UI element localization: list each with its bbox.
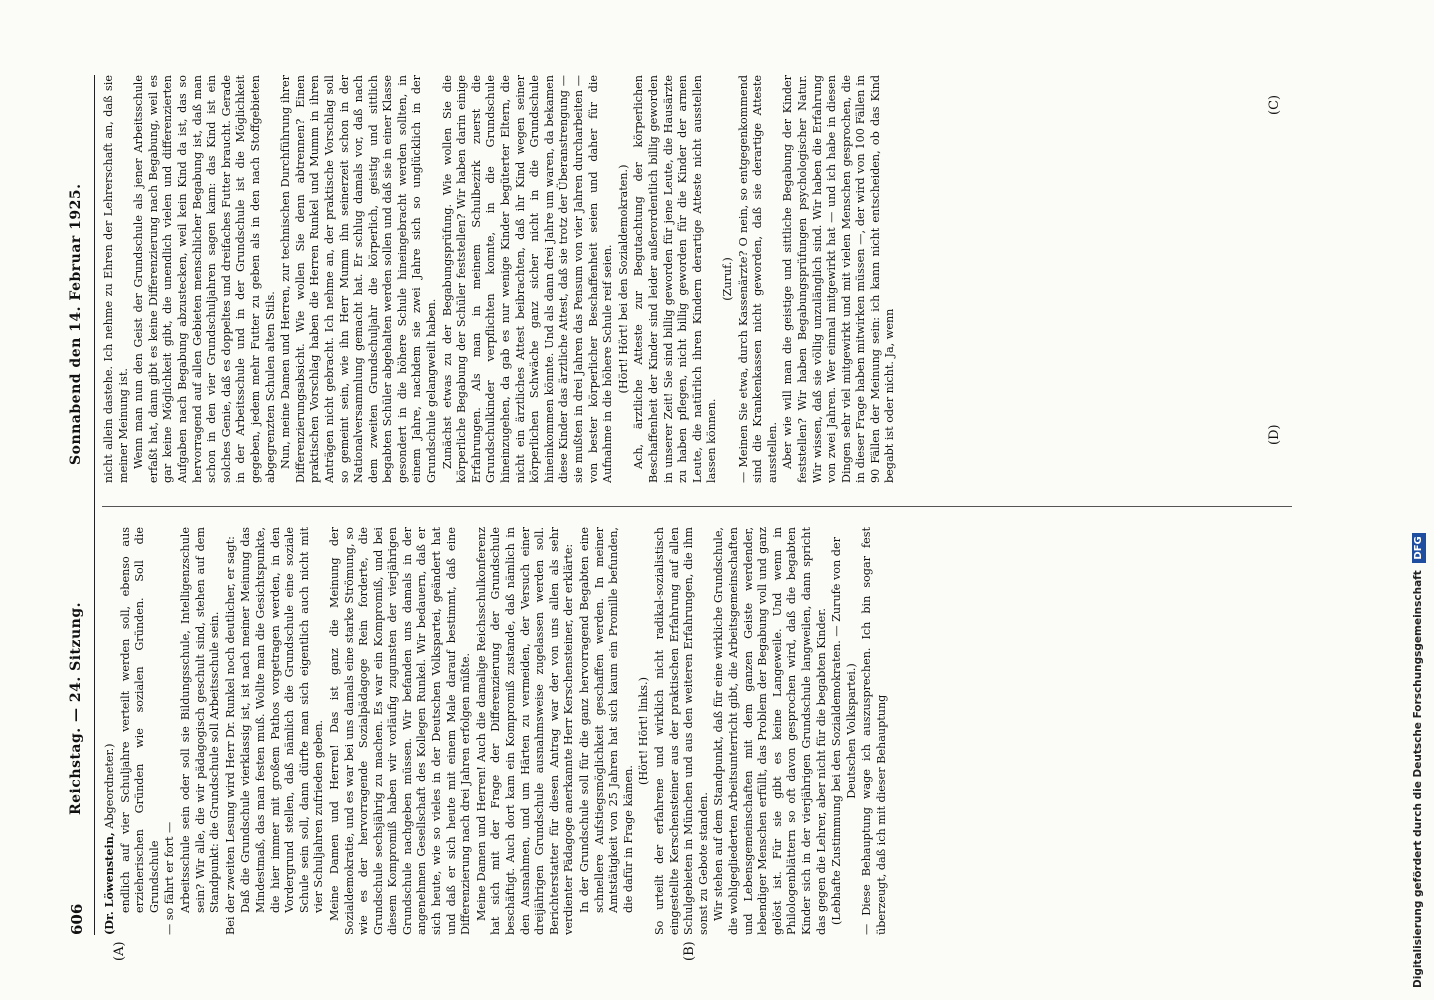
paragraph [102, 75, 131, 483]
paragraph [328, 527, 474, 935]
paragraph-text: Daß die Grundschule vierklassig ist, ist nach meiner Meinung das Mindestmaß, das man festen muß. Wollte man die Gesichtspunkte, die hier immer mit großem Pathos vorgetragen werden, in den Vordergrund stellen, daß nämlich die Grundschule eine soziale Schule sein soll, dann dürfte man sich eigentlich auch nicht mit vier Schuljahren zufrieden geben. [239, 527, 326, 913]
paragraph [179, 527, 223, 935]
paragraph [781, 75, 898, 483]
paragraph-text: Meine Damen und Herren! Das ist ganz die Meinung der Sozialdemokratie, und es war bei uns damals eine starke Strömung, so wie es der hervorragende Sozialpädagoge Rein forderte, die Grundschule sechsjährig zu machen. Es war ein Kompromiß, und bei diesem Kompromiß haben wir vorläufig zugunsten der vierjährigen Grundschule nachgeben müssen. Wir befanden uns damals in der angenehmen Gesellschaft des Kollegen Runkel. Wir bedauern, daß er sich heute, wie so vieles in der Deutschen Volkspartei, geändert hat und daß er sich heute mit einem Male darauf bestimmt, daß eine Differenzierung nach drei Jahren erfolgen müßte. [327, 527, 473, 935]
paragraph [653, 527, 711, 935]
paragraph-text: Wir stehen auf dem Standpunkt, daß für eine wirkliche Grundschule, die wohlgegliederten Arbeitsunterricht gibt, die Arbeitsgemeinschaften und Lebensgemeinschaften mit dem ganzen Geiste werdender, lebendiger Menschen erfüllt, das Problem der Begabung voll und ganz gelöst ist. Für sie gibt es keine Langeweile. Und wenn in Philologenblättern so oft davon gesprochen wird, daß die begabten Kinder sich in der vierjährigen Grundschule langweilen, dann spricht das gegen die Lehrer, aber nicht für die begabten Kinder. [712, 527, 828, 935]
paragraph-text: Abgeordneter.) [103, 743, 116, 833]
paragraph-text: Aber wie will man die geistige und sittliche Begabung der Kinder feststellen? Wir haben Begabungsprüfungen psychologischer Natur. Wir wissen, daß sie völlig unzulänglich sind. Wir haben die Erfahrung von zwei Jahren. Wer einmal mitgewirkt hat — und ich habe in diesen Dingen sehr viel mitgewirkt und mit vielen Menschen gesprochen, die in dieser Frage haben mitwirken müssen —, der wird von 100 Fällen in 90 Fällen der Meinung sein: ich kann nicht entscheiden, ob das Kind begabt ist oder nicht. Ja, wenn [781, 75, 897, 483]
paragraph-text: Arbeitsschule sein oder soll sie Bildungsschule, Intelligenzschule sein? Wir alle, die wir pädagogisch geschult sind, stehen auf dem Standpunkt: die Grundschule soll Arbeitsschule sein. [178, 527, 222, 913]
running-head [62, 75, 96, 935]
paragraph [712, 527, 829, 935]
paragraph-text: — Diese Behauptung wage ich auszusprechen. Ich bin sogar fest überzeugt, daß ich mit dieser Behauptung [860, 527, 888, 935]
paragraph-text: Nun, meine Damen und Herren, zur technischen Durchführung ihrer Differenzierungsabsicht. Wie wollen Sie denn abtrennen? Einen praktischen Vorschlag haben die Herren Runkel und Mumm in ihren Anträgen nicht gebracht. Ich nehme an, der praktische Vorschlag soll so gemeint sein, wie ihn Herr Mumm ihn seinerzeit schon in der Nationalversammlung gemacht hat. Er schlug damals vor, daß nach dem zweiten Grundschuljahr die körperlich, geistig und sittlich begabten Schüler abgehalten werden sollen und daß sie in einer Klasse gesondert in die höhere Schule hineingebracht werden sollten, in einem Jahre, nachdem sie zwei Jahre sich so unglücklich in der Grundschule gelangweilt haben. [279, 75, 439, 483]
paragraph-text: — Meinen Sie etwa, durch Kassenärzte? O nein, so entgegenkommend sind die Krankenkassen nicht geworden, daß sie derartige Atteste ausstellen. [736, 75, 779, 483]
paragraph [721, 75, 736, 483]
margin-letter-c: (C) [1267, 94, 1282, 115]
digitization-credit [1406, 0, 1430, 1000]
paragraph-text: (Hört! Hört! bei den Sozialdemokraten.) [616, 164, 630, 394]
rotated-page-content [62, 75, 1302, 961]
page-number: 606 [68, 903, 86, 935]
margin-letter-a: (A) [112, 941, 127, 961]
paragraph-text: nicht allein dastehe. Ich nehme zu Ehren der Lehrerschaft an, daß sie meiner Meinung ist. [102, 75, 130, 483]
paragraph [637, 527, 652, 935]
credit-text: Digitalisierung gefördert durch die Deutsche Forschungsgemeinschaft [1412, 570, 1424, 988]
column-divider [102, 506, 1292, 507]
paragraph-text: (Lebhafte Zustimmung bei den Sozialdemokraten. — Zurufe von der Deutschen Volkspartei.) [830, 537, 858, 925]
paragraph-text: Zunächst etwas zu der Begabungsprüfung. Wie wollen Sie die körperliche Begabung der Schüler feststellen? Wir haben darin einige Erfahrungen. Als man in meinem Schulbezirk zuerst die Grundschulkinder verpflichten konnte, in die Grundschule hineinzugehen, da gab es nur wenige Kinder begüterter Eltern, die nicht ein ärztliches Attest beibrachten, daß ihr Kind wegen seiner körperlichen Schwäche ganz sicher nicht in die Grundschule hineinkommen könnte. Und als dann drei Jahre um waren, da bekamen diese Kinder das ärztliche Attest, daß sie trotz der Überanstrengung — sie mußten in drei Jahren das Pensum von vier Jahren durcharbeiten — von bester körperlicher Beschaffenheit seien und daher für die Aufnahme in die höhere Schule reif seien. [440, 75, 615, 483]
paragraph-text: — so fährt er fort — [163, 821, 177, 935]
text-column-right [102, 75, 1297, 483]
paragraph-text: So urteilt der erfahrene und wirklich nicht radikal-sozialistisch eingestellte Kerschensteiner aus der praktischen Erfahrung auf allen Schulgebieten in München und aus den weiteren Erfahrungen, die ihm sonst zu Gebote standen. [652, 527, 710, 935]
header-rule [94, 75, 95, 935]
paragraph [737, 75, 781, 483]
paragraph [132, 75, 278, 483]
paragraph-text: In der Grundschule soll für die ganz hervorragend Begabten eine schnellere Aufstiegsmöglichkeit geschaffen werden. In meiner Amtstätigkeit von 25 Jahren hat sich kaum ein Promille befunden, die dafür in Frage kämen. [578, 527, 635, 913]
paragraph [279, 75, 440, 483]
paragraph-text: Wenn man nun den Geist der Grundschule als jener Arbeitsschule erfaßt hat, dann gibt es keine Differenzierung nach Begabung, weil es gar keine Möglichkeit gibt, die unendlich vielen und differenzierten Aufgaben nach Begabung abzustecken, weil kein Kind da ist, das so hervorragend auf allen Gebieten menschlicher Begabung ist, daß man schon in den vier Grundschuljahren sagen kann: das Kind ist ein solches Genie, daß es doppeltes und dreifaches Futter braucht. Gerade in der Arbeitsschule und in der Grundschule ist die Möglichkeit gegeben, jedem mehr Futter zu geben als in den nach Stoffgebieten abgegrenzten Schulen alten Stils. [132, 75, 277, 483]
dfg-logo: DFG [1412, 533, 1426, 562]
running-head-right: Sonnabend den 14. Februar 1925. [68, 183, 84, 465]
paragraph [617, 75, 632, 483]
text-column-left [102, 527, 1297, 935]
paragraph [475, 527, 577, 935]
running-head-left: Reichstag. — 24. Sitzung. [68, 602, 84, 815]
paragraph [119, 527, 163, 935]
paragraph-text: Ach, ärztliche Atteste zur Begutachtung der körperlichen Beschaffenheit der Kinder sind leider außerordentlich billig geworden in unserer Zeit! Sie sind billig geworden für jene Leute, die Hausärzte zu haben pflegen, nicht billig geworden für die Kinder der armen Leute, die natürlich ihren Kindern derartige Atteste nicht ausstellen lassen können. [632, 75, 719, 483]
paragraph [102, 527, 118, 935]
speaker-name: (Dr. Löwenstein, [102, 832, 116, 935]
paragraph-text: endlich auf vier Schuljahre verteilt werden soll, ebenso aus erzieherischen Gründen wie sozialen Gründen. Soll die Grundschule [118, 527, 161, 913]
paragraph [163, 527, 178, 935]
paragraph [578, 527, 636, 935]
paragraph-text: Bei der zweiten Lesung wird Herr Dr. Runkel noch deutlicher, er sagt: [223, 536, 237, 935]
margin-letter-d: (D) [1267, 424, 1282, 445]
paragraph [632, 75, 720, 483]
paragraph [239, 527, 327, 935]
paragraph [830, 527, 859, 935]
paragraph-text: (Hört! Hört! links.) [637, 677, 651, 785]
paragraph-text: (Zuruf.) [720, 257, 734, 301]
paragraph [860, 527, 889, 935]
paragraph-text: Meine Damen und Herren! Auch die damalige Reichsschulkonferenz hat sich mit der Frage der Differenzierung der Grundschule beschäftigt. Auch dort kam ein Kompromiß zustande, daß nämlich in den Ausnahmen, und um Härten zu vermeiden, der Versuch einer dreijährigen Grundschule ausnahmsweise zugelassen werden soll. Berichterstatter für diesen Antrag war der von uns allen als sehr verdienter Pädagoge anerkannte Herr Kerschensteiner, der erklärte: [474, 527, 576, 935]
paragraph [441, 75, 616, 483]
paragraph [224, 527, 239, 935]
margin-letter-b: (B) [682, 941, 697, 961]
